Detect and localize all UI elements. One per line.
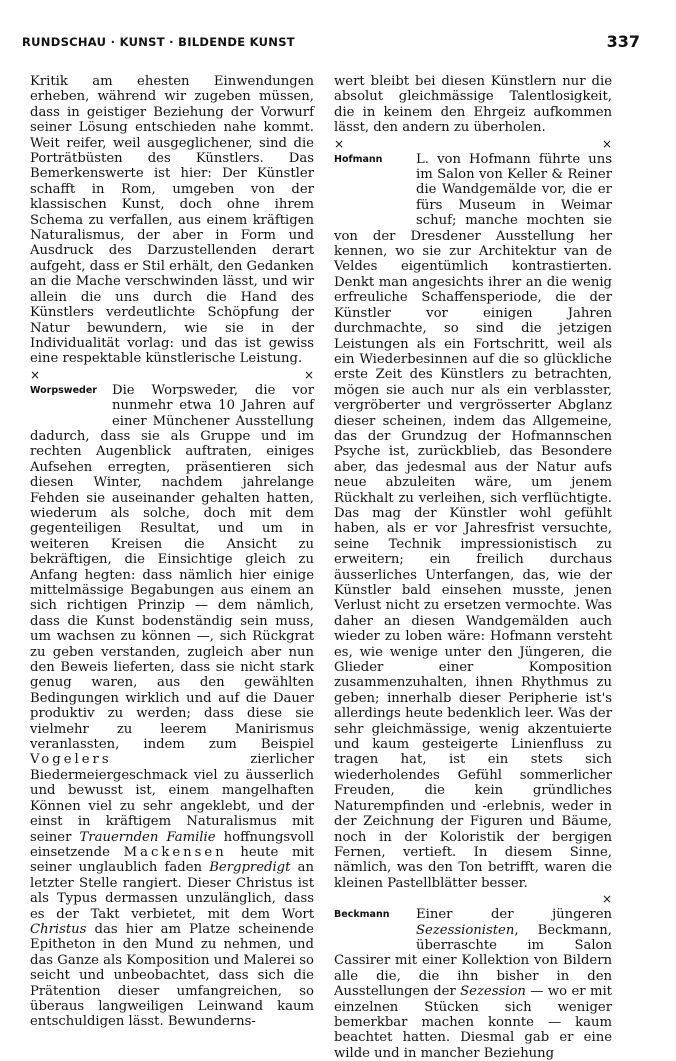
paragraph: L. von Hofmann führte uns im Salon von Keller & Reiner die Wandgemälde vor, die er fürs Museum in Weimar schuf; manche mochten sie von der Dresdener Ausstellung her kennen, wo sie zur Architektur van de Veldes eigentümlich kontrastierten. Denkt man angesichts ihrer an die wenig erfreuliche Schaffensperiode, die der Künstler vor einigen Jahren durchmachte, so sind die jetzigen Leistungen als ein Fortschritt, weil als ein Wiederbesinnen auf die so glückliche erste Zeit des Künstlers zu betrachten, mögen sie auch nur als ein verblasster, vergröberter und vergrösserter Abglanz dieser scheinen, indem das Allgemeine, das der Grundzug der Hofmannschen Psyche ist, zurückblieb, das Besondere aber, das jedesmal aus der Natur aufs neue abzuleiten wäre, um jenem Rückhalt zu verleihen, sich verflüchtigte. Das mag der Künstler wohl gefühlt haben, als er vor Jahresfrist versuchte, seine Technik impressionistisch zu erweitern; ein freilich durchaus äusserliches Unterfangen, das, wie der Künstler bald einsehen musste, jenen Verlust nicht zu ersetzen vermochte. Was daher an diesen Wandgemälden auch wieder zu loben wäre: Hofmann versteht es, wie wenige unter den Jüngeren, die Glieder einer Komposition zusammenzuhalten, ihnen Rhythmus zu geben; innerhalb dieser Peripherie ist's allerdings heute bedenklich leer. Was der sehr gleichmässige, wenig akzentuierte und kaum gesteigerte Linienfluss zu tragen hat, ist ein stets sich wiederholendes Gefühl sommerlicher Freuden, die kein gründliches Naturempfinden und -erlebnis, weder in der Zeichnung der Figuren und Bäume, noch in der Koloristik der bergigen Fernen, vertieft. In diesem Sinne, nämlich, was den Ton betrifft, waren die kleinen Pastellblätter besser.: [334, 151, 612, 891]
running-title: RUNDSCHAU · KUNST · BILDENDE KUNST: [22, 35, 295, 49]
paragraph: wert bleibt bei diesen Künstlern nur die absolut gleichmässige Talentlosigkeit, die in keinem den Ehrgeiz aufkommen lässt, den andern zu überholen.: [334, 74, 612, 136]
section-beckmann: [334, 907, 612, 1061]
marginal-heading: Hofmann: [334, 153, 383, 165]
artwork-title: Bergpredigt: [209, 860, 291, 876]
artist-name: Mackensen: [123, 844, 227, 860]
divider-mark: ×: [601, 136, 612, 151]
divider-mark: ×: [601, 892, 612, 907]
marginal-heading: Beckmann: [334, 909, 390, 921]
right-column: [334, 74, 612, 1061]
section-divider: [334, 136, 612, 152]
artist-name: Vogelers: [30, 752, 112, 768]
divider-mark: ×: [303, 367, 314, 382]
paragraph: Kritik am ehesten Einwendungen erheben, während wir zugeben müssen, dass in geistiger Beziehung der Vorwurf seiner Lösung entschieden nahe kommt. Weit reifer, weil ausgeglichener, sind die Porträtbüsten des Künstlers. Das Bemerkenswerte ist hier: Der Künstler schafft in Rom, umgeben von der klassischen Kunst, doch ohne ihrem Schema zu verfallen, aus einem kräftigen Naturalismus, der aber in Form und Ausdruck des Darzustellenden derart aufgeht, dass er Stil erhält, den Gedanken an die Mache verschwinden lässt, und wir allein die uns durch die Hand des Künstlers verdeutlichte Schöpfung der Natur bewundern, wie sie in der Individualität vorlag: und das ist gewiss eine respektable künstlerische Leistung.: [30, 74, 314, 367]
page-number: 337: [606, 32, 640, 51]
section-divider: [334, 891, 612, 907]
marginal-heading: Worpsweder: [30, 384, 97, 396]
emphasis: Sezessionisten: [416, 922, 515, 938]
section-hofmann: [334, 152, 612, 892]
emphasis: Christus: [30, 921, 87, 937]
paragraph: Die Worpsweder, die vor nunmehr etwa 10 Jahren auf einer Münchener Ausstellung dadurch, dass sie als Gruppe und im rechten Augenblick auftraten, einiges Aufsehen erregten, präsentieren sich diesen Winter, nachdem jahrelange Fehden sie auseinander gehalten hatten, wiederum als solche, doch mit dem gegenteiligen Resultat, und um in weiteren Kreisen die Ansicht zu bekräftigen, die Einsichtige gleich zu Anfang hegten: dass nämlich hier einige mittelmässige Begabungen aus einem an sich richtigen Prinzip — dem nämlich, dass die Kunst bodenständig sein muss, um wachsen zu können —, sich Rückgrat zu geben verstanden, zugleich aber nun den Beweis lieferten, dass sie nicht stark genug waren, aus den gewählten Bedingungen wirklich und auf die Dauer produktiv zu werden; dass diese sie vielmehr zu leerem Manirismus veranlassten, indem zum Beispiel Vogelers zierlicher Biedermeiergeschmack viel zu äusserlich und bewusst ist, einem mangelhaften Können viel zu sehr angeklebt, und der einst in kräftigem Naturalismus mit seiner Trauernden Familie hoffnungsvoll einsetzende Mackensen heute mit seiner unglaublich faden Bergpredigt an letzter Stelle rangiert. Dieser Christus ist als Typus dermassen unzulänglich, dass es der Takt verbietet, mit dem Wort Christus das hier am Platze scheinende Epitheton in den Mund zu nehmen, und das Ganze als Komposition und Malerei so seicht und unbeobachtet, dass sich die Prätention dieser umfangreichen, so überaus langweiligen Leinwand kaum entschuldigen lässt. Bewunderns-: [30, 382, 314, 1030]
left-column: [30, 74, 314, 1030]
divider-mark: ×: [334, 136, 345, 151]
artwork-title: Trauernden Familie: [79, 829, 216, 845]
paragraph: Einer der jüngeren Sezessionisten, Beckmann, überraschte im Salon Cassirer mit einer Kollektion von Bildern alle die, die ihn bisher in den Ausstellungen der Sezession — wo er mit einzelnen Stücken sich weniger bemerkbar machen konnte — kaum beachtet hatten. Diesmal gab er eine wilde und in mancher Beziehung: [334, 907, 612, 1061]
page-header: [22, 32, 640, 52]
emphasis: Sezession: [460, 984, 526, 1000]
divider-mark: ×: [30, 367, 41, 382]
section-worpsweder: [30, 383, 314, 1030]
section-divider: [30, 367, 314, 383]
